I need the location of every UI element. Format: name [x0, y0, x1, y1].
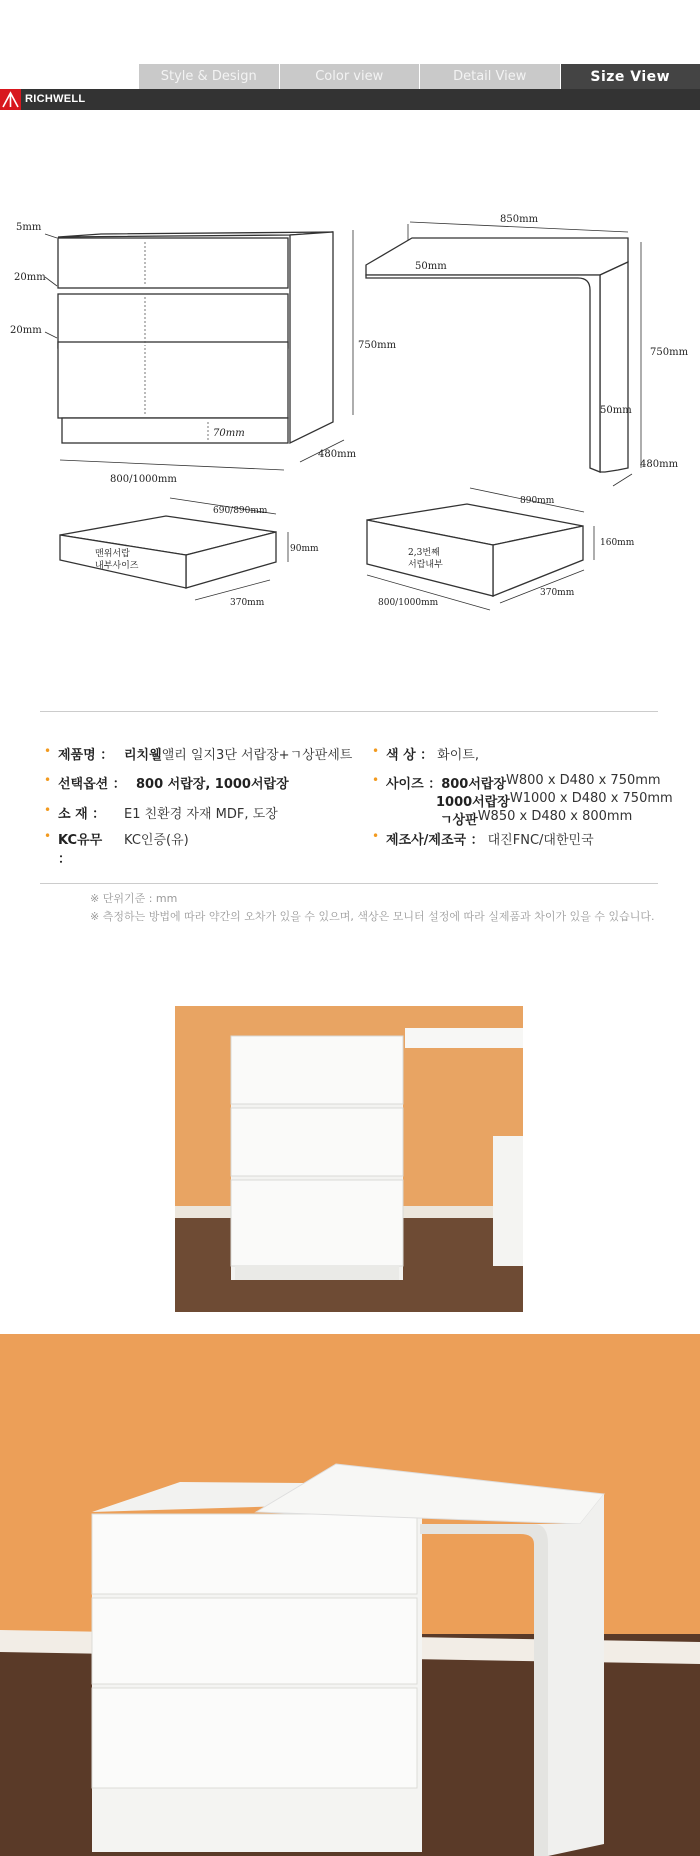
size-diagram [0, 200, 700, 620]
label-drawer-large-outer-width: 800/1000mm [378, 598, 439, 608]
label-desk-thickness: 50mm [415, 261, 447, 272]
divider-top [40, 711, 658, 712]
divider-bottom [40, 883, 658, 884]
label-drawer-large-1: 2,3번째 [408, 548, 440, 558]
label-chest-height: 750mm [358, 340, 397, 351]
label-drawer-large-depth: 370mm [540, 588, 575, 598]
label-desk-depth: 480mm [640, 459, 679, 470]
label-drawer-small-1: 맨위서랍 [95, 549, 130, 559]
brand-name: RICHWELL [25, 93, 86, 105]
spec-option: • 선택옵션 ： 800 서랍장, 1000서랍장 [44, 773, 289, 792]
label-desk-width: 850mm [500, 214, 539, 225]
drawer-front-1 [58, 238, 288, 288]
spec-size-2: 1000서랍장 W1000 x D480 x 750mm [436, 791, 673, 810]
label-base: 70mm [213, 428, 245, 439]
richwell-logo-icon [0, 89, 21, 110]
spec-name: • 제품명 ： 리치웰 앨리 일지3단 서랍장+ㄱ상판세트 [44, 744, 353, 763]
spec-size-3: ㄱ상판 W850 x D480 x 800mm [440, 809, 633, 828]
bullet-icon: • [372, 829, 380, 843]
tab-detail-view[interactable]: Detail View [420, 64, 561, 89]
product-photo-angle [0, 1334, 700, 1856]
note-unit: ※ 단위기준 : mm [90, 892, 178, 905]
brand-bar [0, 89, 700, 110]
bullet-icon: • [44, 773, 52, 787]
label-drawer-large-height: 160mm [600, 538, 635, 548]
label-gap-2: 20mm [10, 325, 42, 336]
label-top-gap: 5mm [16, 222, 42, 233]
tab-size-view[interactable]: Size View [561, 64, 700, 89]
bullet-icon: • [44, 744, 52, 758]
bullet-icon: • [372, 744, 380, 758]
spec-maker: • 제조사/제조국 ： 대진FNC/대한민국 [372, 829, 594, 848]
label-desk-leg: 50mm [600, 405, 632, 416]
label-drawer-large-2: 서랍내부 [408, 560, 443, 570]
label-drawer-small-width: 690/890mm [213, 506, 268, 516]
spec-size: • 사이즈 ： 800서랍장 W800 x D480 x 750mm [372, 773, 661, 792]
label-chest-width: 800/1000mm [110, 474, 177, 485]
label-drawer-large-width: 890mm [520, 496, 555, 506]
bullet-icon: • [44, 803, 52, 817]
label-gap-1: 20mm [14, 272, 46, 283]
spec-kc: • KC유무 ： KC인증(유) [44, 829, 189, 867]
tab-bar [139, 64, 700, 89]
drawer-front-3 [58, 342, 288, 418]
bullet-icon: • [44, 829, 52, 843]
drawer-front-2 [58, 294, 288, 348]
note-disclaimer: ※ 측정하는 방법에 따라 약간의 오차가 있을 수 있으며, 색상은 모니터 설정에 따라 실제품과 차이가 있을 수 있습니다. [90, 910, 655, 923]
bullet-icon: • [372, 773, 380, 787]
label-desk-height: 750mm [650, 347, 689, 358]
tab-color-view[interactable]: Color view [280, 64, 421, 89]
tab-style-design[interactable]: Style & Design [139, 64, 280, 89]
label-drawer-small-height: 90mm [290, 544, 319, 554]
label-drawer-small-2: 내부사이즈 [95, 561, 139, 571]
label-drawer-small-depth: 370mm [230, 598, 265, 608]
product-photo-front [175, 1006, 523, 1312]
spec-color: • 색 상 ： 화이트, [372, 744, 479, 763]
spec-material: • 소 재 ： E1 친환경 자재 MDF, 도장 [44, 803, 278, 822]
label-chest-depth: 480mm [318, 449, 357, 460]
